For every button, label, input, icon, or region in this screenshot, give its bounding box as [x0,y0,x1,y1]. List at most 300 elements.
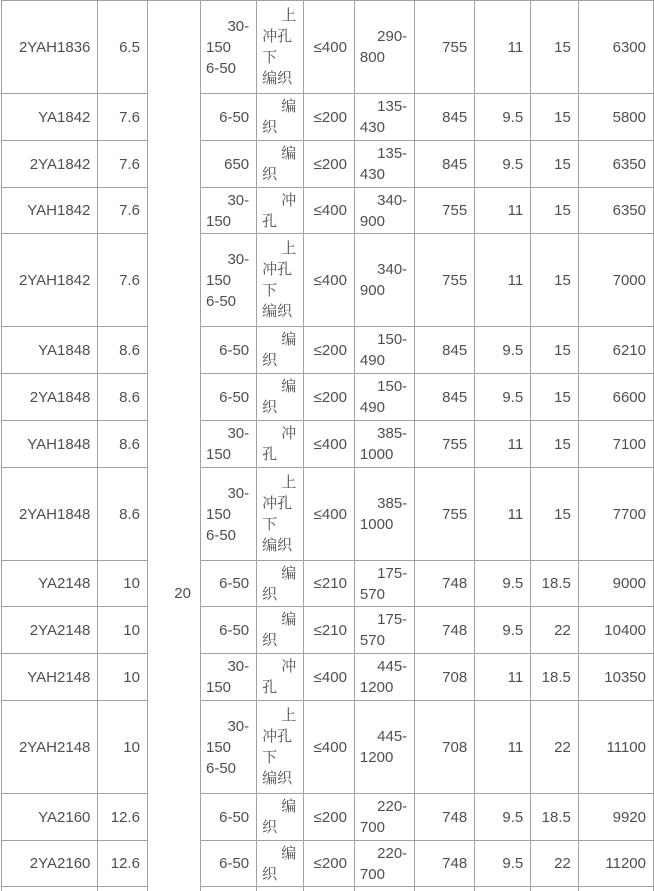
cell-model [2,468,98,561]
cell-power [531,188,579,234]
cell-capacity [354,141,414,188]
cell-mesh-size-line: 6-50 [205,59,237,77]
cell-mesh-size [200,654,256,701]
cell-power-line: 15 [554,388,571,406]
cell-mesh-size-line: 30- [227,484,250,502]
cell-mesh-size [200,234,256,327]
spec-table-body [2,1,654,891]
cell-capacity-line: 150- [377,331,408,348]
cell-capacity [354,188,414,234]
cell-screen-type [257,607,304,654]
cell-weight [578,374,653,421]
cell-capacity-line: 1000 [359,446,394,463]
cell-model [2,374,98,421]
cell-capacity [354,374,414,421]
cell-model-line: 2YAH2148 [18,738,91,756]
cell-screen-type-line: 织 [262,119,278,136]
cell-model [2,421,98,468]
cell-power-line: 15 [554,202,571,219]
cell-screen-type-line: 冲孔 [262,495,293,512]
cell-screen-area-line: 8.6 [119,505,140,523]
cell-screen-type-line: 编 [281,378,297,395]
table-row [2,794,654,841]
cell-speed [415,327,475,374]
cell-amplitude-line: 9.5 [502,155,524,173]
cell-amplitude [475,561,531,607]
cell-empty [304,887,355,891]
cell-speed [415,94,475,141]
cell-screen-type-line: 编织 [262,303,293,320]
cell-amplitude [475,841,531,887]
cell-max-feed [304,561,355,607]
cell-power [531,794,579,841]
cell-amplitude-line: 11 [507,505,524,523]
cell-max-feed-line: ≤210 [313,575,347,592]
cell-mesh-size [200,794,256,841]
cell-max-feed [304,794,355,841]
cell-capacity-line: 290- [377,28,408,45]
cell-mesh-size-line: 150 [205,446,232,463]
cell-empty [531,887,579,891]
cell-mesh-size-line: 150 [205,738,232,756]
cell-screen-type-line: 编 [281,844,297,862]
cell-screen-area-line: 7.6 [119,108,140,126]
cell-mesh-size-line: 6-50 [219,108,250,126]
cell-screen-area-line: 10 [123,575,140,592]
cell-capacity [354,1,414,94]
table-row [2,374,654,421]
cell-capacity [354,561,414,607]
cell-speed-line: 755 [442,202,468,219]
cell-power [531,141,579,188]
cell-power [531,94,579,141]
cell-weight-line: 11200 [605,855,646,872]
cell-capacity-line: 570 [359,632,385,649]
cell-screen-area [98,561,148,607]
cell-screen-area [98,794,148,841]
cell-model [2,1,98,94]
cell-capacity-line: 900 [359,212,385,230]
cell-mesh-size [200,561,256,607]
cell-mesh-size-line: 30- [227,191,250,209]
cell-capacity [354,94,414,141]
cell-weight [578,654,653,701]
cell-weight [578,794,653,841]
cell-power-line: 15 [554,38,571,56]
cell-speed [415,374,475,421]
cell-power [531,607,579,654]
cell-speed-line: 845 [442,155,468,173]
cell-screen-type-line: 上 [281,7,297,24]
cell-screen-area-line: 10 [123,668,140,686]
cell-screen-type [257,234,304,327]
cell-model-line: 2YAH1836 [18,38,91,56]
cell-max-feed [304,468,355,561]
cell-max-feed-line: ≤200 [313,808,347,826]
cell-amplitude [475,234,531,327]
cell-screen-type-line: 上 [281,474,297,491]
cell-screen-type-line: 编 [281,798,297,815]
cell-capacity-line: 490 [359,399,385,416]
table-row [2,421,654,468]
cell-power-line: 15 [554,271,571,289]
cell-mesh-size-line: 150 [205,271,232,289]
cell-model-line: YA2160 [38,808,91,826]
cell-screen-type-line: 冲孔 [262,261,293,278]
cell-weight-line: 5800 [612,108,646,126]
cell-screen-type-line: 孔 [262,212,278,230]
cell-weight [578,561,653,607]
cell-model-line: YAH1848 [27,435,91,453]
cell-model-line: YA2148 [38,575,91,592]
cell-screen-type-line: 织 [262,819,278,836]
cell-mesh-size-line: 6-50 [219,575,250,592]
cell-screen-type-line: 织 [262,632,278,649]
cell-screen-area-line: 7.6 [119,155,140,173]
cell-mesh-size [200,327,256,374]
cell-capacity-line: 340- [377,261,408,278]
table-row [2,654,654,701]
cell-screen-area-line: 10 [123,738,140,756]
cell-power-line: 18.5 [541,575,571,592]
cell-weight [578,327,653,374]
cell-model-line: YAH2148 [27,668,91,686]
cell-max-feed [304,188,355,234]
cell-speed [415,421,475,468]
cell-power [531,841,579,887]
cell-amplitude [475,141,531,188]
cell-mesh-size [200,421,256,468]
cell-screen-type-line: 冲孔 [262,28,293,45]
cell-empty [200,887,256,891]
cell-speed [415,1,475,94]
cell-mesh-size-line: 6-50 [219,855,250,872]
cell-screen-type [257,374,304,421]
cell-mesh-size-line: 6-50 [205,759,237,777]
cell-amplitude [475,1,531,94]
cell-screen-type [257,701,304,794]
cell-speed-line: 708 [442,738,468,756]
cell-weight-line: 6350 [612,202,646,219]
cell-model-line: 2YAH1842 [18,271,91,289]
cell-amplitude [475,327,531,374]
cell-max-feed [304,94,355,141]
cell-weight [578,94,653,141]
cell-mesh-size-line: 150 [205,505,232,523]
cell-screen-type-line: 编 [281,145,297,162]
cell-max-feed [304,234,355,327]
cell-max-feed-line: ≤200 [313,341,347,359]
cell-screen-type-line: 孔 [262,446,278,463]
cell-amplitude-line: 11 [507,202,524,219]
cell-screen-area-line: 6.5 [119,38,140,56]
cell-weight-line: 11100 [606,738,646,756]
cell-mesh-size [200,1,256,94]
cell-capacity [354,841,414,887]
table-row [2,141,654,188]
cell-model [2,327,98,374]
cell-screen-type [257,1,304,94]
cell-speed [415,188,475,234]
cell-empty [354,887,414,891]
cell-screen-type [257,327,304,374]
cell-max-feed-line: ≤400 [313,505,347,523]
cell-max-feed [304,607,355,654]
table-row [2,841,654,887]
cell-capacity-line: 430 [359,166,385,183]
cell-mesh-size [200,141,256,188]
cell-weight [578,188,653,234]
cell-screen-area-line: 10 [123,621,140,639]
cell-max-feed-line: ≤200 [313,388,347,406]
cell-speed [415,561,475,607]
cell-mesh-size-line: 150 [205,38,232,56]
cell-mesh-size-line: 6-50 [205,526,237,544]
cell-capacity [354,234,414,327]
cell-capacity-line: 430 [359,119,385,136]
cell-model-line: 2YAH1848 [18,505,91,523]
cell-weight [578,607,653,654]
cell-max-feed-line: ≤400 [313,435,347,453]
cell-mesh-size-line: 30- [227,658,250,675]
cell-capacity-line: 445- [377,658,408,675]
cell-screen-area-line: 7.6 [119,271,140,289]
cell-amplitude-line: 11 [507,271,524,289]
cell-capacity-line: 1000 [359,516,394,533]
cell-max-feed-line: ≤200 [313,108,347,126]
cell-screen-type-line: 编 [281,331,297,348]
cell-mesh-size [200,188,256,234]
cell-speed [415,701,475,794]
cell-amplitude-line: 9.5 [502,855,524,872]
cell-screen-area-line: 12.6 [110,808,140,826]
cell-screen-type-line: 编 [281,98,297,115]
cell-screen-type-line: 上 [281,707,297,724]
cell-amplitude [475,374,531,421]
cell-capacity-line: 800 [359,49,385,66]
cell-screen-type-line: 上 [281,240,297,257]
cell-screen-type-line: 下 [262,49,278,66]
cell-capacity [354,701,414,794]
cell-amplitude-line: 9.5 [502,575,524,592]
cell-capacity [354,327,414,374]
cell-amplitude-line: 11 [507,435,524,453]
cell-mesh-size-line: 30- [227,425,250,442]
table-row [2,94,654,141]
cell-max-feed-line: ≤400 [313,668,347,686]
cell-amplitude [475,468,531,561]
cell-max-feed [304,701,355,794]
cell-weight-line: 6600 [612,388,646,406]
cell-mesh-size-line: 6-50 [219,341,250,359]
cell-speed [415,234,475,327]
cell-model-line: 2YA2148 [29,621,91,639]
cell-max-feed [304,327,355,374]
cell-mesh-size-line: 6-50 [219,808,250,826]
cell-screen-area [98,701,148,794]
cell-screen-type-line: 织 [262,352,278,369]
cell-amplitude-line: 9.5 [502,108,524,126]
cell-capacity-line: 1200 [359,679,394,696]
cell-weight [578,468,653,561]
cell-amplitude-line: 9.5 [502,388,524,406]
cell-screen-type [257,841,304,887]
cell-mesh-size [200,468,256,561]
cell-mesh-size [200,374,256,421]
cell-amplitude-line: 9.5 [502,341,524,359]
cell-capacity-line: 340- [377,191,408,209]
cell-model [2,607,98,654]
cell-speed-line: 755 [442,435,468,453]
cell-screen-area [98,607,148,654]
cell-screen-type-line: 下 [262,749,278,766]
cell-weight-line: 9000 [612,575,646,592]
cell-capacity [354,468,414,561]
table-row [2,327,654,374]
cell-max-feed [304,141,355,188]
cell-power [531,234,579,327]
cell-capacity [354,794,414,841]
cell-incline-angle [147,1,200,891]
cell-model [2,794,98,841]
cell-model [2,188,98,234]
cell-screen-area [98,654,148,701]
cell-max-feed-line: ≤200 [313,155,347,173]
cell-weight-line: 10400 [604,621,646,639]
cell-power-line: 22 [554,855,571,872]
cell-screen-area-line: 8.6 [119,435,140,453]
cell-mesh-size-line: 6-50 [205,292,237,310]
table-row [2,607,654,654]
cell-weight [578,701,653,794]
cell-mesh-size-line: 6-50 [219,388,250,406]
cell-power [531,561,579,607]
cell-speed [415,468,475,561]
cell-capacity-line: 445- [377,728,408,745]
cell-weight [578,1,653,94]
cell-amplitude [475,94,531,141]
cell-screen-area [98,374,148,421]
cell-capacity-line: 175- [377,564,408,582]
cell-capacity-line: 1200 [359,749,394,766]
cell-model-line: YA1842 [38,108,91,126]
cell-capacity-line: 175- [377,611,408,628]
cell-speed [415,654,475,701]
cell-speed-line: 708 [442,668,468,686]
cell-model-line: 2YA1848 [29,388,91,406]
cell-screen-type-line: 孔 [262,679,278,696]
cell-capacity [354,421,414,468]
cell-capacity-line: 220- [377,798,408,815]
cell-screen-type-line: 冲孔 [262,728,293,745]
cell-speed [415,794,475,841]
cell-mesh-size [200,841,256,887]
cell-speed-line: 755 [442,505,468,523]
cell-screen-type [257,561,304,607]
cell-screen-type [257,468,304,561]
cell-screen-type [257,421,304,468]
cell-amplitude [475,654,531,701]
cell-power-line: 18.5 [541,668,571,686]
cell-power [531,327,579,374]
cell-weight [578,841,653,887]
cell-screen-area [98,188,148,234]
cell-weight-line: 10350 [604,668,646,686]
cell-screen-type-line: 冲 [281,191,297,209]
cell-capacity-line: 700 [359,865,385,883]
cell-amplitude-line: 11 [507,38,524,56]
cell-power-line: 15 [554,108,571,126]
cell-mesh-size-line: 30- [227,250,250,268]
cell-weight-line: 7700 [612,505,646,523]
cell-screen-area [98,468,148,561]
cell-power-line: 15 [554,505,571,523]
cell-amplitude [475,607,531,654]
cell-capacity-line: 700 [359,819,385,836]
cell-power [531,701,579,794]
cell-screen-area-line: 8.6 [119,341,140,359]
cell-empty [98,887,148,891]
cell-max-feed [304,841,355,887]
cell-screen-area-line: 12.6 [110,855,140,872]
table-row [2,188,654,234]
cell-screen-type-line: 织 [262,166,278,183]
table-row [2,561,654,607]
cell-screen-type-line: 下 [262,516,278,533]
cell-power [531,374,579,421]
cell-max-feed-line: ≤400 [313,202,347,219]
cell-amplitude-line: 9.5 [502,621,524,639]
cell-max-feed-line: ≤400 [313,271,347,289]
cell-power-line: 15 [554,435,571,453]
cell-mesh-size-line: 650 [224,155,250,173]
cell-empty [2,887,98,891]
cell-capacity-line: 135- [377,98,408,115]
cell-speed-line: 748 [442,808,468,826]
cell-power-line: 22 [554,738,571,756]
cell-speed [415,607,475,654]
cell-empty [415,887,475,891]
cell-screen-type-line: 织 [262,399,278,416]
cell-model [2,141,98,188]
cell-max-feed-line: ≤200 [313,855,347,872]
cell-capacity [354,654,414,701]
cell-speed-line: 755 [442,271,468,289]
cell-max-feed-line: ≤400 [313,38,347,56]
cell-weight-line: 7000 [612,271,646,289]
cell-weight [578,234,653,327]
cell-screen-type-line: 编织 [262,70,293,87]
cell-model [2,841,98,887]
cell-amplitude [475,421,531,468]
cell-power [531,654,579,701]
cell-power [531,468,579,561]
cell-capacity-line: 385- [377,495,408,512]
cell-amplitude [475,188,531,234]
cell-mesh-size-line: 30- [227,717,250,735]
cell-weight [578,421,653,468]
cell-speed-line: 845 [442,341,468,359]
cell-screen-type-line: 织 [262,865,278,883]
cell-mesh-size-line: 6-50 [219,621,250,639]
cell-capacity-line: 900 [359,282,385,299]
cell-max-feed-line: ≤400 [313,738,347,756]
cell-mesh-size [200,607,256,654]
cell-screen-type [257,94,304,141]
cell-weight-line: 7100 [612,435,646,453]
cell-power-line: 15 [554,341,571,359]
cell-speed-line: 748 [442,575,468,592]
